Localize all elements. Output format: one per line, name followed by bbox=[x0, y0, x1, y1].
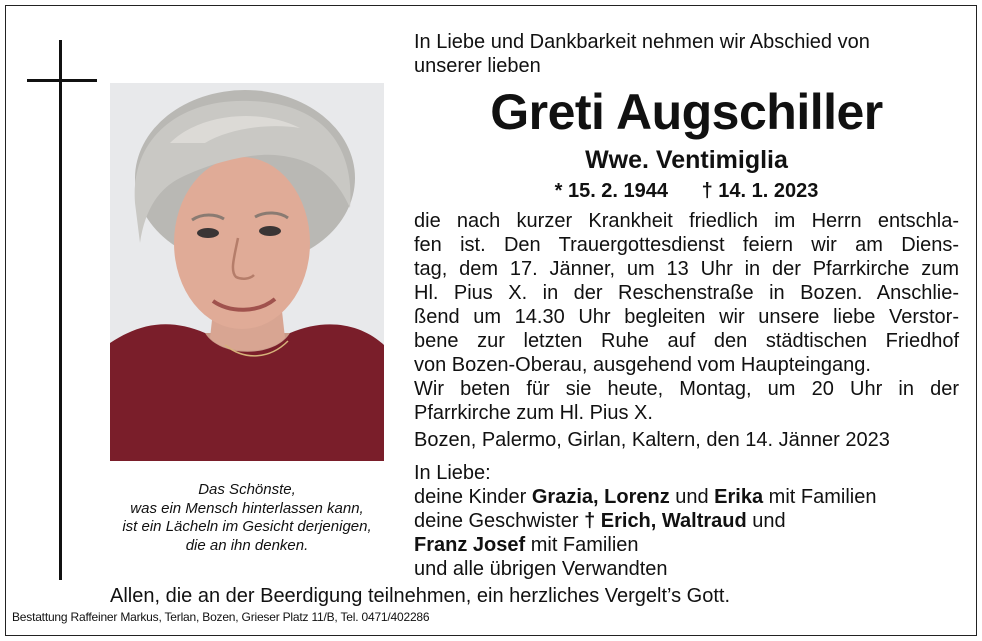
sibling-line: Franz Josef mit Familien bbox=[414, 534, 639, 556]
others-line: und alle übrigen Verwandten bbox=[414, 558, 668, 580]
cross-icon-horizontal bbox=[27, 79, 97, 82]
memorial-quote bbox=[110, 481, 384, 555]
family-heading: In Liebe: bbox=[414, 462, 491, 484]
body-line: Hl. Pius X. in der Reschenstraße in Bozen. Anschlie- bbox=[414, 282, 959, 304]
body-line: bene zur letzten Ruhe auf den städtischen Friedhof bbox=[414, 330, 959, 352]
children-names: Grazia, Lorenz bbox=[531, 486, 670, 508]
body-line: tag, dem 17. Jänner, um 13 Uhr in der Pfarrkirche zum bbox=[414, 258, 959, 280]
family-list bbox=[414, 461, 959, 581]
quote-line: die an ihn denken. bbox=[185, 536, 309, 554]
siblings-line: deine Geschwister † Erich, Waltraud und bbox=[414, 510, 786, 532]
cross-icon-vertical bbox=[59, 40, 62, 580]
body-line: Pfarrkirche zum Hl. Pius X. bbox=[414, 402, 653, 424]
children-line: deine Kinder Grazia, Lorenz und Erika mit Familien bbox=[414, 486, 877, 508]
body-line: ßend um 14.30 Uhr begleiten wir unsere liebe Verstor- bbox=[414, 306, 959, 328]
intro-line: unserer lieben bbox=[414, 55, 541, 77]
child-last-name: Erika bbox=[714, 486, 764, 508]
quote-line: ist ein Lächeln im Gesicht derjenigen, bbox=[122, 518, 372, 535]
announcement-body bbox=[414, 209, 959, 425]
widow-name: Wwe. Ventimiglia bbox=[585, 146, 788, 174]
body-line: die nach kurzer Krankheit friedlich im Herrn entschla- bbox=[414, 210, 959, 232]
body-line: Wir beten für sie heute, Montag, um 20 Uhr in der bbox=[414, 378, 959, 400]
funeral-home-footer: Bestattung Raffeiner Markus, Terlan, Bozen, Grieser Platz 11/B, Tel. 0471/402286 bbox=[12, 610, 430, 624]
thanks-line: Allen, die an der Beerdigung teilnehmen, ein herzliches Vergelt’s Gott. bbox=[110, 585, 731, 607]
sibling-last-name: Franz Josef bbox=[414, 534, 526, 556]
body-line: von Bozen-Oberau, ausgehend vom Haupteingang. bbox=[414, 354, 871, 376]
place-date: Bozen, Palermo, Girlan, Kaltern, den 14. Jänner 2023 bbox=[414, 429, 890, 451]
siblings-names: † Erich, Waltraud bbox=[584, 510, 747, 532]
death-date: † 14. 1. 2023 bbox=[701, 180, 819, 202]
body-line: fen ist. Den Trauergottesdienst feiern wir am Diens- bbox=[414, 234, 959, 256]
intro-line: In Liebe und Dankbarkeit nehmen wir Abschied von bbox=[414, 31, 870, 53]
quote-line: was ein Mensch hinterlassen kann, bbox=[130, 499, 364, 517]
intro-text bbox=[414, 30, 959, 78]
life-dates bbox=[414, 178, 959, 204]
portrait-photo bbox=[110, 83, 384, 461]
birth-date: * 15. 2. 1944 bbox=[554, 180, 669, 202]
quote-line: Das Schönste, bbox=[198, 481, 296, 498]
deceased-name: Greti Augschiller bbox=[490, 84, 883, 140]
